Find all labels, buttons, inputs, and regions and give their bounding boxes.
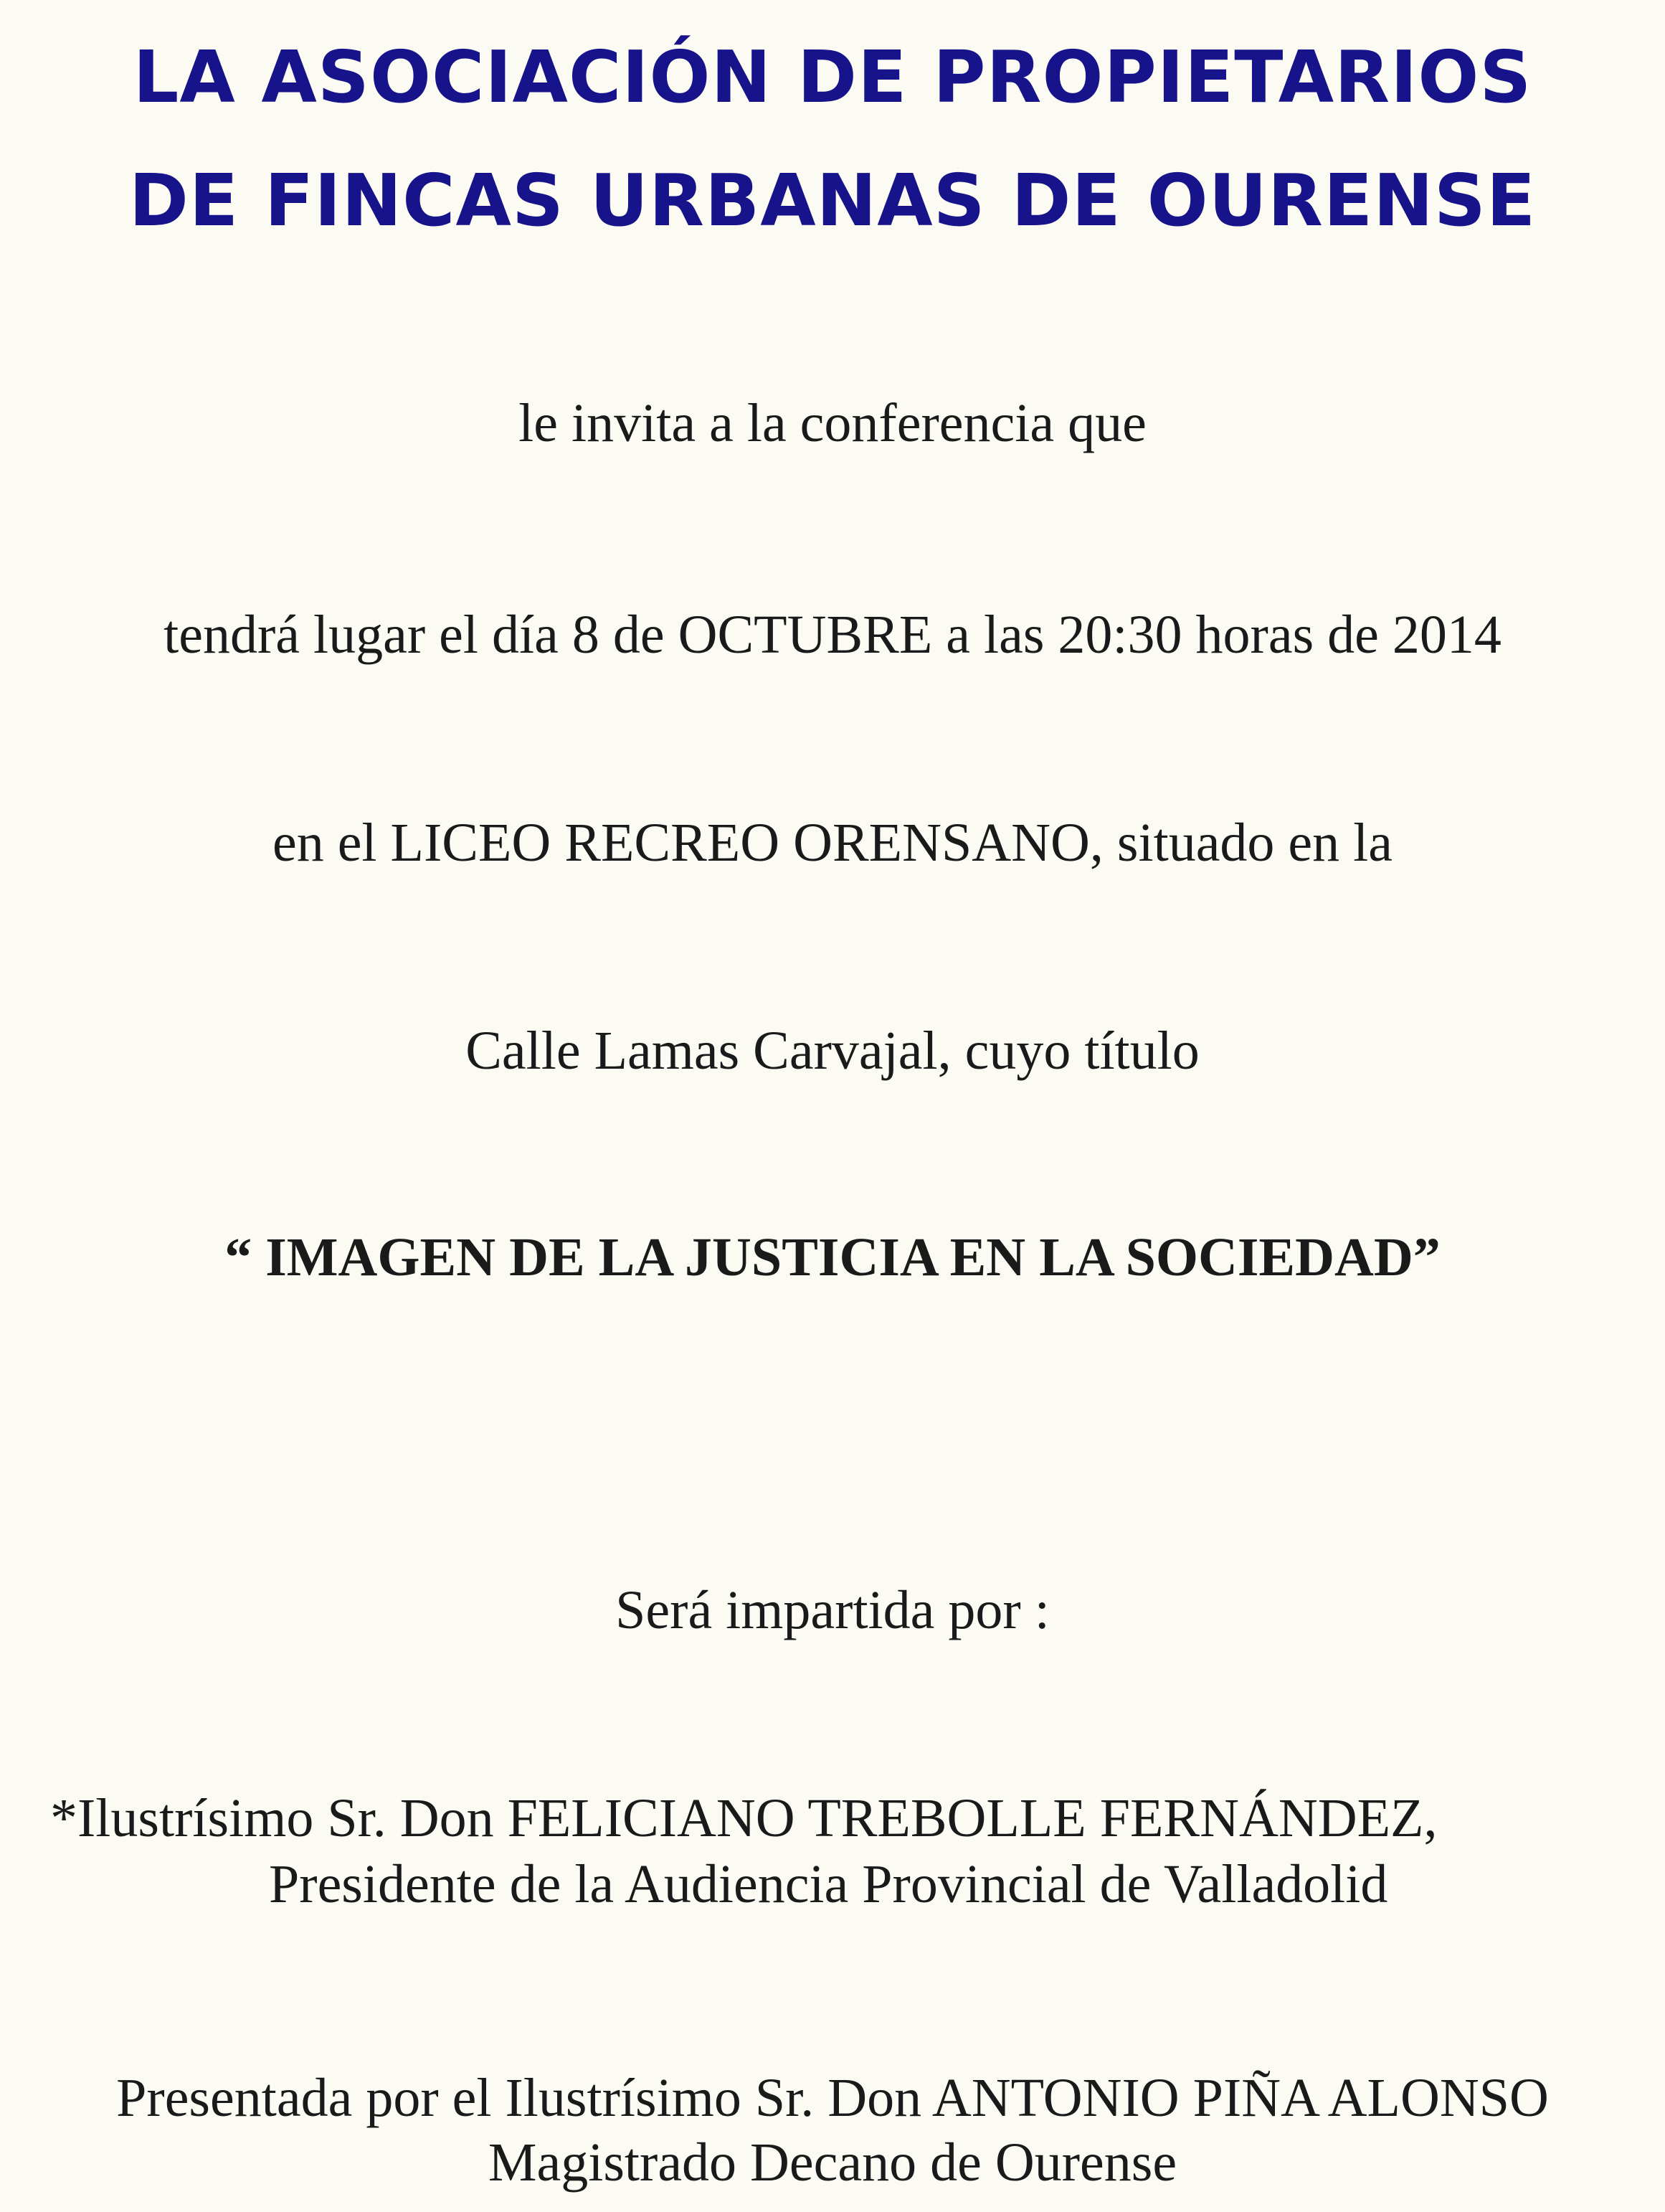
speaker-intro: Será impartida por : xyxy=(615,1580,1050,1640)
header-line-2: DE FINCAS URBANAS DE OURENSE xyxy=(128,159,1537,242)
conference-title: “ IMAGEN DE LA JUSTICIA EN LA SOCIEDAD” xyxy=(224,1227,1441,1287)
association-header xyxy=(0,16,1665,263)
street-line: Calle Lamas Carvajal, cuyo título xyxy=(465,1021,1200,1081)
speaker-name: *Ilustrísimo Sr. Don FELICIANO TREBOLLE FERNÁNDEZ, xyxy=(50,1788,1438,1848)
event-date-line: tendrá lugar el día 8 de OCTUBRE a las 20:30 horas de 2014 xyxy=(163,605,1502,665)
invitation-intro: le invita a la conferencia que xyxy=(518,393,1147,453)
presenter-name: Presentada por el Ilustrísimo Sr. Don ANTONIO PIÑA ALONSO xyxy=(116,2068,1549,2128)
speaker-role: Presidente de la Audiencia Provincial de Valladolid xyxy=(269,1854,1388,1914)
venue-line: en el LICEO RECREO ORENSANO, situado en la xyxy=(272,813,1393,873)
presenter-role: Magistrado Decano de Ourense xyxy=(488,2132,1177,2193)
header-line-1: LA ASOCIACIÓN DE PROPIETARIOS xyxy=(133,35,1532,119)
